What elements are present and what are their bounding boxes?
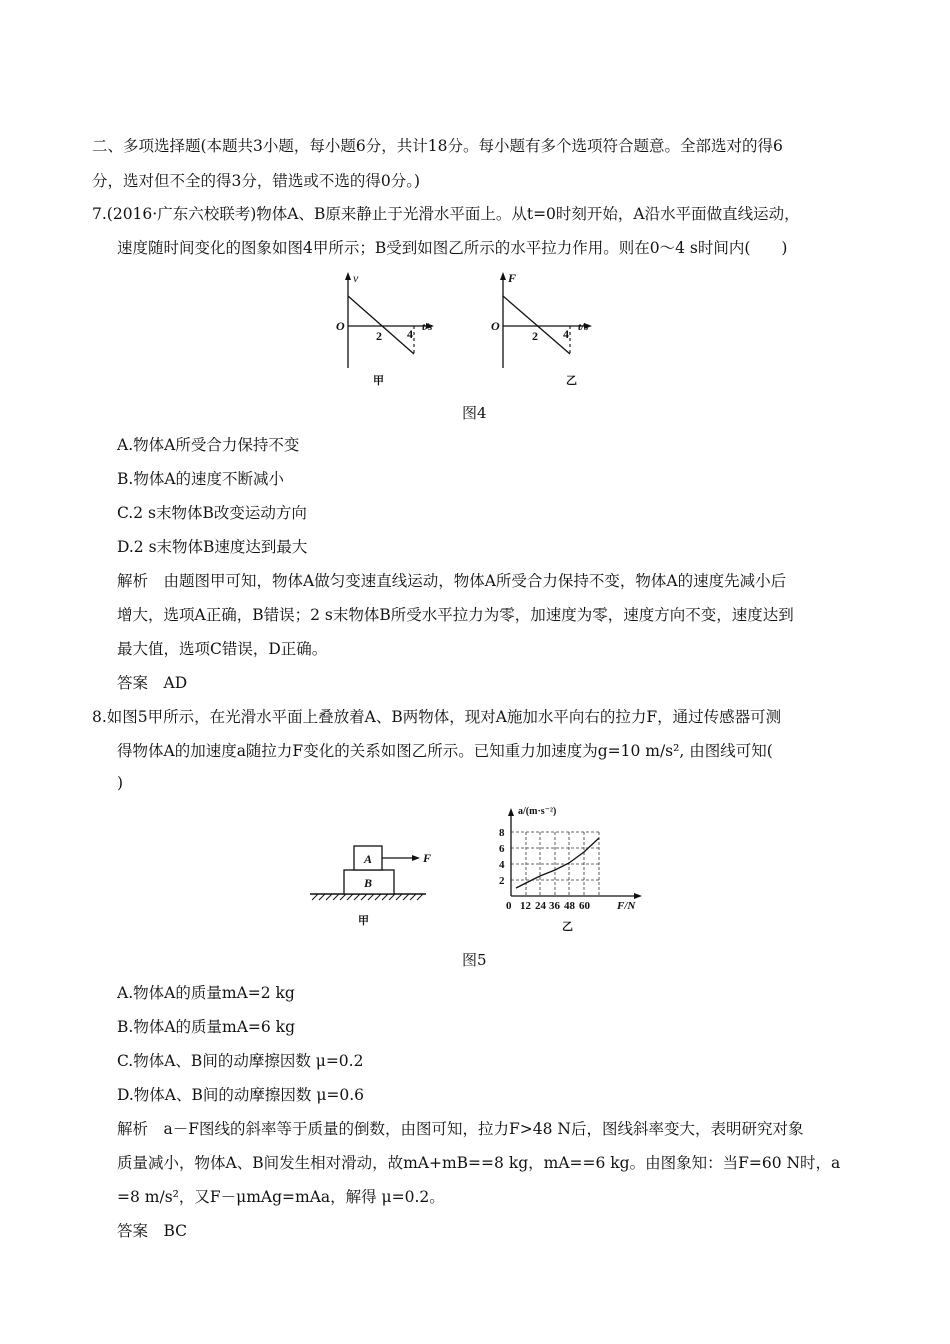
origin-label: O: [491, 319, 500, 333]
q7-analysis-line1: 解析 由题图甲可知，物体A做匀变速直线运动，物体A所受合力保持不变，物体A的速度先减小后: [117, 572, 787, 590]
q8-stem-line2: 得物体A的加速度a随拉力F变化的关系如图乙所示。已知重力加速度为g=10 m/s², 由图线可知(: [117, 742, 773, 760]
block-b-label: B: [364, 876, 373, 890]
q7-analysis-line2: 增大，选项A正确，B错误；2 s末物体B所受水平拉力为零，加速度为零，速度方向不变，速度达到: [117, 606, 794, 624]
tick-2-label: 2: [376, 329, 382, 343]
q7-stem-line1: 7.(2016·广东六校联考)物体A、B原来静止于光滑水平面上。从t=0时刻开始，A沿水平面做直线运动，: [92, 205, 800, 223]
diagram-label-jia: 甲: [358, 915, 369, 927]
force-label: F: [423, 851, 432, 865]
q8-answer: 答案 BC: [117, 1222, 188, 1240]
q8-analysis-line3: =8 m/s²，又F－μmAg=mAa，解得 μ=0.2。: [117, 1188, 445, 1206]
q8-option-b: B.物体A的质量mA=6 kg: [117, 1018, 295, 1036]
F-axis-label: F/N: [617, 900, 636, 912]
tick-4-label: 4: [563, 327, 569, 341]
q7-stem-line2: 速度随时间变化的图象如图4甲所示；B受到如图乙所示的水平拉力作用。则在0～4 s时间内( ): [117, 239, 788, 257]
t-axis-label: t/s: [422, 321, 433, 333]
x-tick-48: 48: [564, 900, 575, 912]
origin-label: O: [336, 319, 345, 333]
F-axis-label: F: [508, 271, 517, 285]
y-tick-6: 6: [499, 843, 505, 855]
figure-4: [328, 268, 628, 393]
section-heading-line1: 二、多项选择题(本题共3小题，每小题6分，共计18分。每小题有多个选项符合题意。全部选对的得6: [92, 137, 783, 155]
q8-option-c: C.物体A、B间的动摩擦因数 μ=0.2: [117, 1052, 364, 1070]
q7-option-a: A.物体A所受合力保持不变: [117, 436, 300, 454]
figure-4-caption: 图4: [462, 404, 487, 422]
q7-option-b: B.物体A的速度不断减小: [117, 470, 285, 488]
graph-v-t: [336, 271, 434, 387]
q7-analysis-line3: 最大值，选项C错误，D正确。: [117, 640, 328, 658]
x-tick-24: 24: [535, 900, 546, 912]
graph-F-t: [491, 271, 592, 387]
tick-4-label: 4: [407, 327, 413, 341]
y-tick-4: 4: [499, 859, 505, 871]
graph-label-yi: 乙: [566, 375, 577, 387]
q8-option-a: A.物体A的质量mA=2 kg: [117, 984, 295, 1002]
a-axis-label: a/(m·s⁻²): [518, 806, 557, 817]
q8-stem-line1: 8.如图5甲所示，在光滑水平面上叠放着A、B两物体，现对A施加水平向右的拉力F，通过传感器可测: [92, 708, 782, 726]
q8-option-d: D.物体A、B间的动摩擦因数 μ=0.6: [117, 1086, 365, 1104]
v-t-line: [348, 296, 414, 354]
t-axis-label: t/s: [578, 321, 589, 333]
figure-5-caption: 图5: [462, 951, 487, 969]
x-tick-36: 36: [549, 900, 560, 912]
stacked-blocks-diagram: [310, 846, 431, 927]
block-a-label: A: [364, 852, 373, 866]
a-F-curve: [516, 838, 599, 888]
x-tick-12: 12: [520, 900, 531, 912]
tick-2-label: 2: [532, 329, 538, 343]
y-tick-2: 2: [499, 875, 505, 887]
q8-analysis-line2: 质量减小，物体A、B间发生相对滑动，故mA+mB==8 kg，mA==6 kg。由图象知：当F=60 N时，a: [117, 1154, 841, 1172]
graph-a-F: [499, 806, 642, 933]
x-tick-0: 0: [506, 900, 512, 912]
q7-option-c: C.2 s末物体B改变运动方向: [117, 504, 307, 522]
q7-answer: 答案 AD: [117, 674, 188, 692]
graph-label-jia: 甲: [373, 375, 384, 387]
v-axis-label: v: [353, 271, 359, 285]
y-tick-8: 8: [499, 827, 505, 839]
section-heading-line2: 分，选对但不全的得3分，错选或不选的得0分。): [92, 172, 421, 190]
q7-option-d: D.2 s末物体B速度达到最大: [117, 538, 308, 556]
graph-label-yi: 乙: [562, 921, 573, 933]
q8-analysis-line1: 解析 a－F图线的斜率等于质量的倒数，由图可知，拉力F>48 N后，图线斜率变大，表明研究对象: [117, 1120, 804, 1138]
x-tick-60: 60: [579, 900, 590, 912]
F-t-line: [503, 296, 570, 354]
q8-stem-line3: ): [117, 774, 124, 792]
figure-5: [306, 800, 656, 940]
